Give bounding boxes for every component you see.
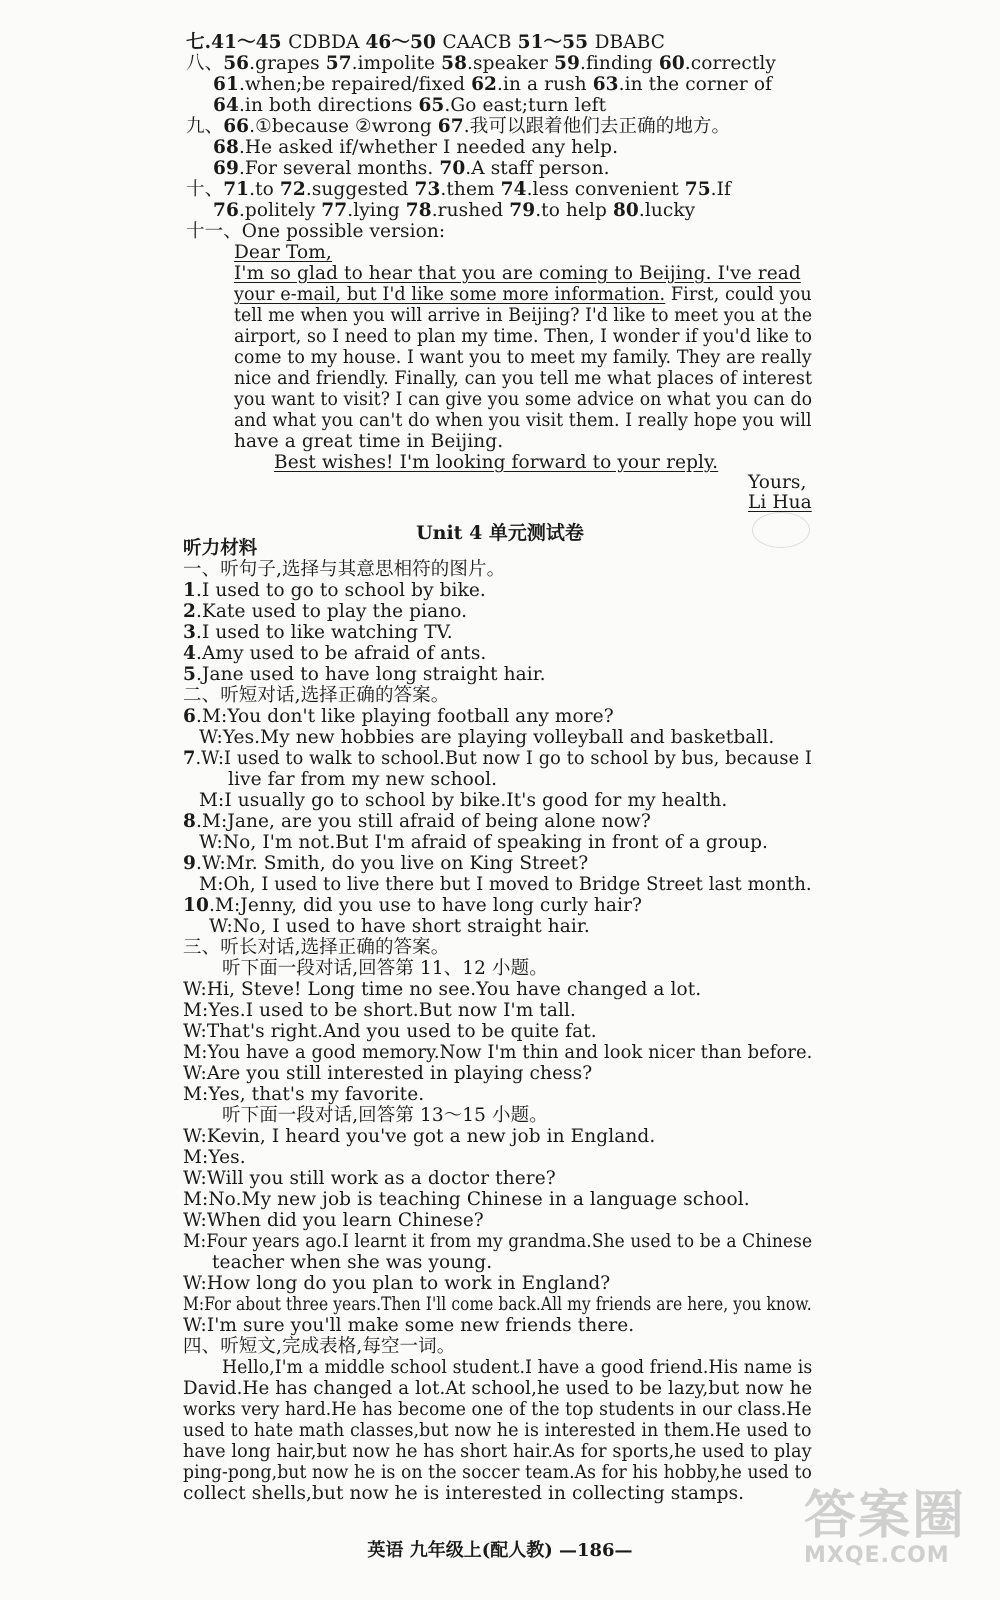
item-number: 71 [223, 179, 250, 200]
text-segment: .politely [238, 200, 322, 221]
item-number: 78 [405, 200, 432, 221]
text-segment: works very hard.He has become one of the top students in our class.He [183, 1399, 812, 1420]
text-line [213, 158, 610, 179]
text-segment: M:Yes.I used to be short.But now I'm tall. [183, 1000, 576, 1021]
text-segment: First, could you [665, 284, 812, 305]
text-line [183, 895, 642, 916]
text-line [222, 1105, 548, 1126]
text-line [183, 1147, 246, 1168]
text-segment: .impolite [351, 53, 442, 74]
text-segment: nice and friendly. Finally, can you tell me what places of interest [234, 368, 813, 389]
text-segment: W:Yes.My new hobbies are playing volleyball and basketball. [199, 727, 775, 748]
page-footer: 英语 九年级上(配人教) —186— [367, 1540, 633, 1561]
text-line [222, 1357, 812, 1378]
text-segment: M:Four years ago.I learnt it from my grandma.She used to be a Chinese [183, 1231, 813, 1252]
text-segment: your e-mail, but I'd like some more information. [234, 284, 666, 305]
text-segment: .I used to like watching TV. [195, 622, 453, 643]
text-segment: CDBDA [288, 32, 366, 53]
text-segment: M:Yes, that's my favorite. [183, 1084, 425, 1105]
item-number: 65 [418, 95, 445, 116]
item-number: 10 [183, 895, 209, 916]
text-segment: .them [440, 179, 501, 200]
text-segment: W:Hi, Steve! Long time no see.You have changed a lot. [183, 979, 702, 1000]
text-segment: W:No, I used to have short straight hair. [209, 916, 590, 937]
text-segment: CAACB [442, 32, 518, 53]
text-segment: 听下面一段对话,回答第 13～15 小题。 [222, 1105, 548, 1126]
item-number: 64 [213, 95, 239, 116]
text-segment: 一、听句子,选择与其意思相符的图片。 [183, 559, 506, 580]
item-number: 59 [554, 53, 580, 74]
text-segment: .Jane used to have long straight hair. [195, 664, 546, 685]
text-line [183, 664, 546, 685]
text-segment: Dear Tom, [234, 242, 332, 263]
text-line [213, 74, 772, 95]
text-line [183, 1231, 812, 1252]
text-segment: teacher when she was young. [212, 1252, 493, 1273]
text-line [183, 1315, 634, 1336]
text-segment: collect shells,but now he is interested in collecting stamps. [183, 1483, 745, 1504]
text-segment: .rushed [431, 200, 510, 221]
text-segment: M:For about three years.Then I'll come back.All my friends are here, you know. [183, 1294, 812, 1315]
text-segment: Best wishes! I'm looking forward to your reply. [274, 452, 719, 473]
text-line [213, 137, 618, 158]
item-number: 79 [509, 200, 536, 221]
text-segment: .Go east;turn left [444, 95, 607, 116]
text-segment: used to hate math classes,but now he is interested in them.He used to [183, 1420, 812, 1441]
item-number: .41～45 [204, 32, 289, 53]
text-line [183, 979, 701, 1000]
item-number: 69 [213, 158, 239, 179]
text-line [748, 472, 806, 493]
text-line [183, 601, 467, 622]
text-segment: tell me when you will arrive in Beijing? I'd like to meet you at the [234, 305, 813, 326]
text-line [186, 179, 731, 200]
item-number: 77 [321, 200, 348, 221]
text-line [183, 580, 486, 601]
text-segment: W:I'm sure you'll make some new friends there. [183, 1315, 635, 1336]
text-line [183, 1210, 484, 1231]
text-line [186, 116, 730, 137]
text-line [228, 769, 497, 790]
text-segment: have a great time in Beijing. [234, 431, 504, 452]
item-number: 67 [437, 116, 464, 137]
item-number: 58 [441, 53, 468, 74]
text-segment: .M:You don't like playing football any more? [195, 706, 614, 727]
text-line [183, 1420, 812, 1441]
text-segment: .He asked if/whether I needed any help. [238, 137, 619, 158]
text-segment: .W:Mr. Smith, do you live on King Street? [195, 853, 589, 874]
text-segment: 十、 [186, 179, 224, 200]
text-line [183, 1462, 812, 1483]
text-segment: .Amy used to be afraid of ants. [195, 643, 487, 664]
text-segment: .If [710, 179, 732, 200]
unit-title: Unit 4 单元测试卷 [416, 522, 584, 544]
text-segment: M:Oh, I used to live there but I moved to Bridge Street last month. [199, 874, 812, 895]
text-line [183, 1483, 744, 1504]
text-segment: W:That's right.And you used to be quite fat. [183, 1021, 597, 1042]
text-line [183, 1021, 597, 1042]
text-segment: .in the corner of [618, 74, 773, 95]
text-segment: .in a rush [497, 74, 593, 95]
text-line [234, 347, 812, 368]
stamp-mark [752, 512, 810, 548]
item-number: 3 [183, 622, 196, 643]
item-number: 听力材料 [183, 538, 258, 559]
watermark [804, 1488, 966, 1568]
text-segment: M:You have a good memory.Now I'm thin and look nicer than before. [183, 1042, 813, 1063]
text-segment: Yours, [748, 472, 807, 493]
text-line [234, 284, 812, 305]
item-number: 6 [183, 706, 196, 727]
text-line [199, 832, 768, 853]
text-segment: .correctly [684, 53, 776, 74]
text-line [183, 748, 812, 769]
text-line [183, 853, 588, 874]
text-segment: .I used to go to school by bike. [195, 580, 486, 601]
item-number: 57 [325, 53, 352, 74]
text-segment: .to help [535, 200, 613, 221]
item-number: 七 [186, 32, 205, 53]
text-line [234, 242, 332, 263]
text-line [183, 1000, 576, 1021]
text-line [183, 811, 651, 832]
text-segment: come to my house. I want you to meet my family. They are really [234, 347, 812, 368]
text-segment: .Kate used to play the piano. [195, 601, 468, 622]
text-line [222, 958, 548, 979]
text-segment: 二、听短对话,选择正确的答案。 [183, 685, 450, 706]
text-line [183, 706, 614, 727]
item-number: 72 [279, 179, 306, 200]
text-line [183, 1084, 424, 1105]
item-number: 46～50 [365, 32, 443, 53]
text-segment: .lying [347, 200, 406, 221]
text-segment: 听下面一段对话,回答第 11、12 小题。 [222, 958, 548, 979]
item-number: 63 [592, 74, 619, 95]
text-segment: .For several months. [238, 158, 440, 179]
text-line [183, 685, 449, 706]
text-line [234, 389, 812, 410]
text-segment: .W:I used to walk to school.But now I go to school by bus, because I [195, 748, 813, 769]
text-segment: W:When did you learn Chinese? [183, 1210, 484, 1231]
text-segment: ping-pong,but now he is on the soccer team.As for his hobby,he used to [183, 1462, 812, 1483]
text-segment: have long hair,but now he has short hair.As for sports,he used to play [183, 1441, 812, 1462]
text-line [183, 1273, 610, 1294]
watermark-logo: 答案圈 [804, 1486, 967, 1546]
text-segment: .finding [579, 53, 659, 74]
text-segment: Li Hua [748, 492, 812, 513]
text-segment: W:How long do you plan to work in England? [183, 1273, 611, 1294]
text-line [212, 1252, 492, 1273]
item-number: 1 [183, 580, 196, 601]
text-segment: 八、 [186, 53, 224, 74]
item-number: 8 [183, 811, 196, 832]
item-number: 9 [183, 853, 196, 874]
text-line [234, 368, 812, 389]
item-number: 74 [500, 179, 527, 200]
text-line [183, 559, 505, 580]
text-line [209, 916, 590, 937]
text-segment: .M:Jenny, did you use to have long curly hair? [208, 895, 643, 916]
item-number: 75 [684, 179, 711, 200]
text-segment: DBABC [594, 32, 666, 53]
text-segment: M:No.My new job is teaching Chinese in a language school. [183, 1189, 750, 1210]
text-segment: you want to visit? I can give you some advice on what you can do [234, 389, 813, 410]
text-line [183, 1126, 655, 1147]
text-line [234, 305, 812, 326]
text-line [186, 221, 445, 242]
item-number: 76 [213, 200, 239, 221]
text-line [274, 452, 718, 473]
text-segment: .M:Jane, are you still afraid of being alone now? [195, 811, 651, 832]
text-line [183, 622, 453, 643]
text-segment: .我可以跟着他们去正确的地方。 [463, 116, 731, 137]
item-number: 51～55 [517, 32, 595, 53]
text-line [183, 1399, 812, 1420]
text-line [183, 1168, 556, 1189]
text-segment: W:Are you still interested in playing chess? [183, 1063, 593, 1084]
text-segment: W:Will you still work as a doctor there? [183, 1168, 556, 1189]
text-line [186, 32, 665, 53]
item-number: 66 [223, 116, 250, 137]
text-segment: Hello,I'm a middle school student.I have a good friend.His name is [222, 1357, 813, 1378]
text-line [199, 727, 774, 748]
text-segment: W:No, I'm not.But I'm afraid of speaking in front of a group. [199, 832, 768, 853]
item-number: 68 [213, 137, 239, 158]
text-segment: airport, so I need to plan my time. Then, I wonder if you'd like to [234, 326, 813, 347]
text-line [183, 1294, 812, 1315]
item-number: 7 [183, 748, 196, 769]
item-number: 61 [213, 74, 239, 95]
text-segment: .in both directions [238, 95, 419, 116]
text-segment: .lucky [638, 200, 696, 221]
item-number: 60 [658, 53, 685, 74]
item-number: 2 [183, 601, 196, 622]
item-number: 56 [223, 53, 250, 74]
text-segment: live far from my new school. [228, 769, 498, 790]
item-number: 5 [183, 664, 196, 685]
item-number: 4 [183, 643, 196, 664]
text-line [234, 410, 812, 431]
text-segment: 九、 [186, 116, 224, 137]
text-line [186, 53, 776, 74]
text-line [213, 200, 695, 221]
text-line [183, 1441, 812, 1462]
text-segment: and what you can't do when you visit them. I really hope you will [234, 410, 812, 431]
text-segment: .when;be repaired/fixed [238, 74, 472, 95]
text-line [183, 1378, 812, 1399]
text-segment: .to [249, 179, 280, 200]
text-line [183, 643, 486, 664]
text-segment: W:Kevin, I heard you've got a new job in England. [183, 1126, 656, 1147]
text-line [199, 874, 812, 895]
text-line [213, 95, 606, 116]
text-segment: 十一、One possible version: [186, 221, 446, 242]
text-line [234, 326, 812, 347]
text-segment: .①because ②wrong [249, 116, 438, 137]
text-segment: 四、听短文,完成表格,每空一词。 [183, 1336, 456, 1357]
text-line [234, 263, 801, 284]
text-segment: .suggested [305, 179, 415, 200]
text-segment: .less convenient [526, 179, 685, 200]
text-line [748, 492, 812, 513]
text-line [183, 937, 449, 958]
item-number: 70 [439, 158, 466, 179]
text-segment: .speaker [467, 53, 555, 74]
text-line [183, 1042, 812, 1063]
text-segment: 三、听长对话,选择正确的答案。 [183, 937, 450, 958]
text-segment: M:Yes. [183, 1147, 246, 1168]
watermark-url: MXQE.COM [804, 1543, 950, 1568]
text-line [183, 1063, 592, 1084]
text-line [199, 790, 727, 811]
text-segment: .A staff person. [465, 158, 610, 179]
item-number: 73 [414, 179, 441, 200]
text-segment: M:I usually go to school by bike.It's good for my health. [199, 790, 728, 811]
item-number: 80 [612, 200, 639, 221]
text-line [183, 1189, 750, 1210]
text-segment: .grapes [249, 53, 326, 74]
item-number: 62 [471, 74, 498, 95]
text-line [234, 431, 503, 452]
text-line [183, 1336, 455, 1357]
text-segment: David.He has changed a lot.At school,he used to be lazy,but now he [183, 1378, 813, 1399]
text-segment: I'm so glad to hear that you are coming to Beijing. I've read [234, 263, 801, 284]
